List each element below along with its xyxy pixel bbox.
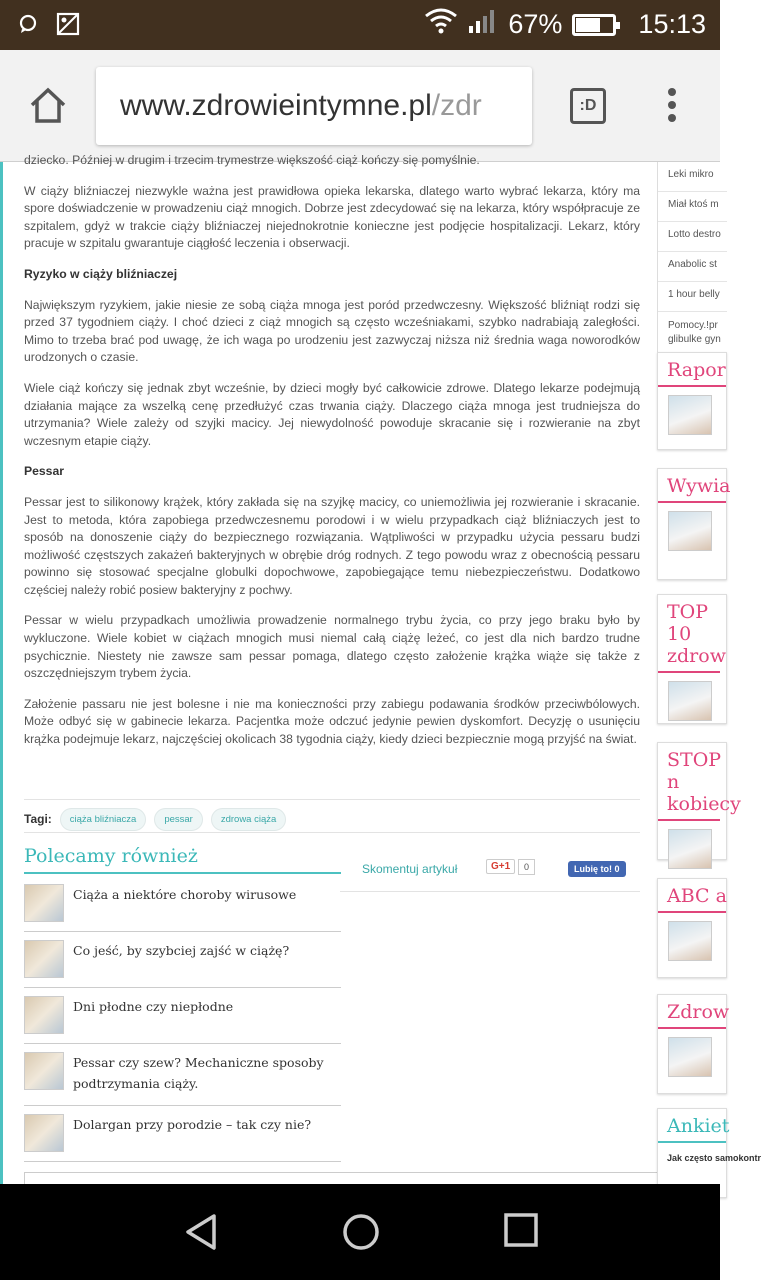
- widget-title[interactable]: Rapor: [658, 353, 726, 387]
- left-accent-rule: [0, 162, 3, 1184]
- recommended-item[interactable]: [24, 932, 341, 988]
- google-plus-count: 0: [518, 859, 535, 875]
- sidebar-link[interactable]: Miał ktoś m: [658, 192, 727, 222]
- article-paragraph: dziecko. Później w drugim i trzecim trymestrze większość ciąż kończy się pomyślnie.: [24, 153, 480, 167]
- article-paragraph: Założenie passaru nie jest bolesne i nie ma konieczności przy zabiegu podawania środków przeciwbólowych. Może odbyć się w gabinecie lekarza. Pacjentka może odczuć jedynie pewien dyskomfort. Decyzję o usunięciu krążka podejmuje lekarz, najczęściej okolicach 38 tygodnia ciąży, kiedy dzieci bezpiecznie mogą przyjść na świat.: [24, 696, 640, 747]
- browser-toolbar: [0, 50, 720, 162]
- signal-icon: [468, 8, 498, 41]
- recommended-thumbnail[interactable]: [24, 996, 64, 1034]
- sidebar-widget: [657, 468, 731, 580]
- recents-icon[interactable]: [503, 1212, 539, 1253]
- url-path: /zdr: [431, 89, 482, 122]
- widget-title[interactable]: Zdrow: [658, 995, 726, 1029]
- article-paragraph: Największym ryzykiem, jakie niesie ze sobą ciąża mnoga jest poród przedwczesny. Większość bliźniąt rodzi się przed 37 tygodniem ciąży. I choć dzieci z ciąż mnogich są często wcześniakami, szybko nadrabiają zaległości. Mimo to trzeba brać pod uwagę, że ich waga po urodzeniu jest zazwyczaj niższa niż średnia waga noworodków urodzonych o czasie.: [24, 297, 640, 365]
- widget-thumbnail[interactable]: [668, 395, 712, 435]
- section-heading-pessar: Pessar: [24, 464, 64, 479]
- widget-thumbnail[interactable]: [668, 1037, 712, 1077]
- widget-thumbnail[interactable]: [668, 921, 712, 961]
- google-plus-button[interactable]: G+1: [486, 859, 515, 874]
- poll-question: Jak często samokontr: [667, 1153, 761, 1163]
- tags-row: [24, 799, 640, 833]
- facebook-like-button[interactable]: Lubię to! 0: [568, 861, 626, 877]
- tags-label: Tagi:: [24, 812, 52, 826]
- sidebar-widget: [657, 594, 727, 724]
- recommended-thumbnail[interactable]: [24, 884, 64, 922]
- section-heading-risk: Ryzyko w ciąży bliźniaczej: [24, 266, 178, 281]
- status-bar: [0, 0, 720, 50]
- navigation-bar: [0, 1184, 720, 1280]
- image-notification-icon: [56, 12, 80, 41]
- overflow-menu-icon[interactable]: [668, 88, 678, 127]
- tag-link[interactable]: zdrowa ciąża: [211, 808, 286, 831]
- sidebar-link[interactable]: Anabolic st: [658, 252, 727, 282]
- clock: 15:13: [638, 9, 706, 39]
- recommended-item[interactable]: [24, 988, 341, 1044]
- widget-title[interactable]: ABC a: [658, 879, 726, 913]
- recommended-item[interactable]: [24, 1106, 341, 1162]
- sidebar-link[interactable]: Pomocy.!pr glibulke gyn: [658, 312, 727, 356]
- chat-notification-icon: [18, 14, 38, 39]
- article-paragraph: W ciąży bliźniaczej niezwykle ważna jest prawidłowa opieka lekarska, dlatego warto wybrać lekarza, który ma spore doświadczenie w prowadzeniu ciąż mnogich. Dobrze jest zdecydować się na lekarza, który współpracuje ze szpitalem, gdyż w trakcie ciąży bliźniaczej niejednokrotnie konieczne jest podjęcie hospitalizacji. Lekarz, który pracuje w szpitalu gwarantuje ciągłość leczenia i obserwacji.: [24, 183, 640, 251]
- widget-title[interactable]: STOP n kobiecy: [658, 743, 720, 821]
- home-nav-icon[interactable]: [341, 1212, 381, 1257]
- battery-percent: 67%: [508, 9, 563, 39]
- recommended-item[interactable]: [24, 876, 341, 932]
- sidebar-widget: [657, 878, 727, 978]
- wifi-icon: [424, 8, 458, 41]
- sidebar-widget: [657, 742, 741, 860]
- widget-title[interactable]: TOP 10 zdrow: [658, 595, 720, 673]
- recommended-item-title[interactable]: Dni płodne czy niepłodne: [73, 999, 234, 1014]
- recommended-item-title[interactable]: Co jeść, by szybciej zajść w ciążę?: [73, 943, 290, 958]
- article-paragraph: Pessar jest to silikonowy krążek, który zakłada się na szyjkę macicy, co uniemożliwia jej rozwieranie i skracanie. Jest to metoda, która zapobiega przedwczesnemu porodowi i w wielu przypadkach ciąż bliźniaczych jest to sposób na donoszenie ciąży do bezpiecznego rozwiązania. Wątpliwości w przypadku użycia pessaru budzi możliwość częstszych zakażeń bakteryjnych w obrębie dróg rodnych. Z tego powodu wraz z obecnością pessaru powinno się stosować specjalne globulki dopochwowe, zapobiegające temu niebezpieczeństwu. Dodatkowo częściej należy robić posiew bakteryjny z pochwy.: [24, 494, 640, 597]
- recommended-item-title[interactable]: Ciąża a niektóre choroby wirusowe: [73, 887, 297, 902]
- widget-thumbnail[interactable]: [668, 681, 712, 721]
- article-body: [24, 152, 640, 762]
- url-bar[interactable]: [96, 67, 532, 145]
- widget-title[interactable]: Wywia: [658, 469, 726, 503]
- recommended-title: Polecamy również: [24, 845, 341, 874]
- widget-thumbnail[interactable]: [668, 829, 712, 869]
- tab-switcher-button[interactable]: :D: [570, 88, 606, 124]
- widget-thumbnail[interactable]: [668, 511, 712, 551]
- article-actions: [340, 852, 640, 892]
- recommended-thumbnail[interactable]: [24, 1114, 64, 1152]
- back-icon[interactable]: [182, 1212, 222, 1257]
- sidebar-link[interactable]: 1 hour belly: [658, 282, 727, 312]
- sidebar-widget: [657, 352, 727, 450]
- widget-title[interactable]: Ankiet: [658, 1109, 726, 1143]
- recommended-list: [24, 876, 341, 1162]
- sidebar-link[interactable]: Leki mikro: [658, 162, 727, 192]
- article-paragraph: Pessar w wielu przypadkach umożliwia prowadzenie normalnego trybu życia, co przy jego braku było by wykluczone. Wiele kobiet w ciążach mnogich musi niemal całą ciążę leżeć, co jest dla nich bardzo trudne psychicznie. Niestety nie zawsze sam pessar pomaga, dlatego często założenie krążka wiąże się także z oszczędniejszym trybem życia.: [24, 613, 640, 681]
- recommended-thumbnail[interactable]: [24, 940, 64, 978]
- home-icon[interactable]: [28, 86, 68, 129]
- battery-icon: [572, 14, 616, 36]
- sidebar-forum-links: [657, 162, 727, 356]
- recommended-item[interactable]: [24, 1044, 341, 1106]
- article-paragraph: Wiele ciąż kończy się jednak zbyt wcześnie, by dzieci mogły być całkowicie zdrowe. Dlatego lekarze podejmują działania mające za wszelką cenę przedłużyć czas trwania ciąży. Dlaczego ciąża mnoga jest trudniejsza do utrzymania? Wiele zależy od szyjki macicy. Jej niewydolność powoduje skracanie się i rozwieranie na zbyt wczesnym etapie ciąży.: [24, 380, 640, 448]
- recommended-thumbnail[interactable]: [24, 1052, 64, 1090]
- recommended-item-title[interactable]: Dolargan przy porodzie – tak czy nie?: [73, 1117, 312, 1132]
- comment-link[interactable]: Skomentuj artykuł: [362, 862, 458, 876]
- page-content: [0, 153, 761, 1184]
- url-domain: www.zdrowieintymne.pl: [120, 89, 432, 122]
- tag-link[interactable]: pessar: [154, 808, 203, 831]
- recommended-item-title[interactable]: Pessar czy szew? Mechaniczne sposoby podtrzymania ciąży.: [73, 1055, 324, 1091]
- sidebar-widget: [657, 994, 730, 1094]
- sidebar-link[interactable]: Lotto destro: [658, 222, 727, 252]
- tag-link[interactable]: ciąża bliźniacza: [60, 808, 147, 831]
